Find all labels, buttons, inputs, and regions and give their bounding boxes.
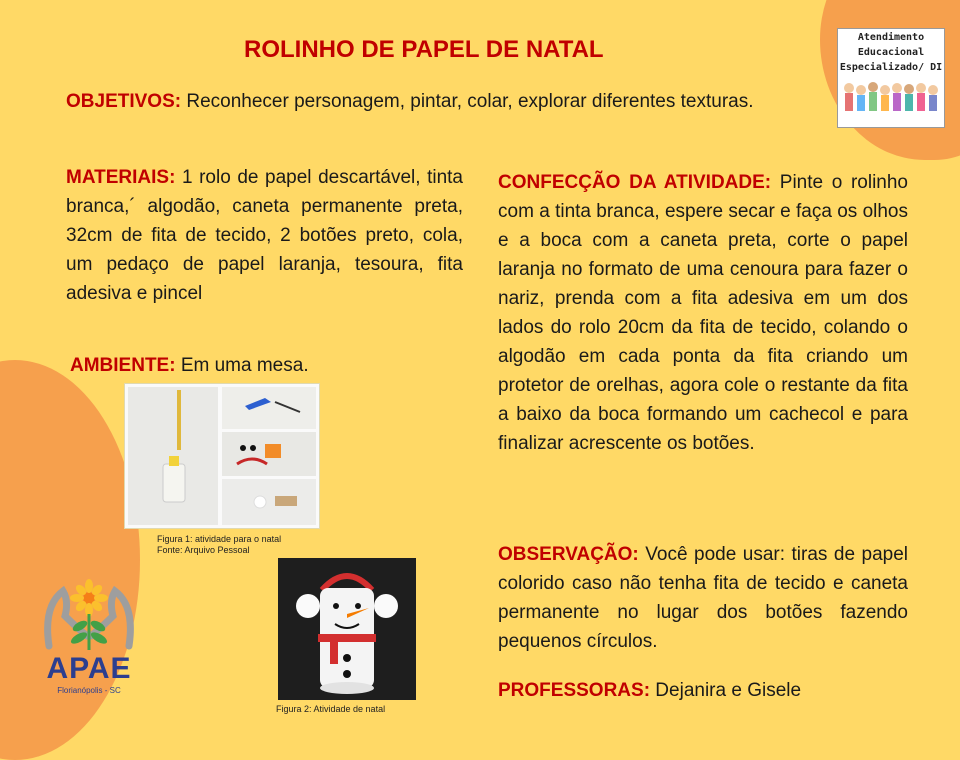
figura2-snowman-photo <box>278 558 416 700</box>
observacao-text: Você pode usar: tiras de papel colorido caso não tenha fita de tecido e caneta permanente no lugar dos botões fazendo pequenos círculos. <box>498 544 908 652</box>
objetivos-section <box>66 87 788 116</box>
apae-hands-flower-icon <box>34 576 144 654</box>
objetivos-label: OBJETIVOS: <box>66 91 182 112</box>
aee-badge <box>837 28 945 128</box>
aee-line3: Especializado/ DI <box>839 62 943 73</box>
confeccao-label: CONFECÇÃO DA ATIVIDADE: <box>498 172 772 193</box>
page-title: ROLINHO DE PAPEL DE NATAL <box>244 36 604 63</box>
materiais-label: MATERIAIS: <box>66 167 176 188</box>
professoras-label: PROFESSORAS: <box>498 680 651 701</box>
ambiente-label: AMBIENTE: <box>70 355 176 376</box>
professoras-section <box>498 676 908 705</box>
children-illustration <box>841 78 941 118</box>
ambiente-text: Em uma mesa. <box>175 355 309 376</box>
aee-line2: Educacional <box>857 47 925 58</box>
apae-logo <box>34 576 144 701</box>
figura2-caption: Figura 2: Atividade de natal <box>276 704 386 714</box>
confeccao-section <box>498 168 908 458</box>
figura1-caption: Figura 1: atividade para o natal <box>157 534 282 544</box>
apae-city: Florianópolis - SC <box>57 686 121 695</box>
objetivos-text: Reconhecer personagem, pintar, colar, explorar diferentes texturas. <box>181 91 754 112</box>
ambiente-section <box>70 351 390 380</box>
professoras-text: Dejanira e Gisele <box>650 680 802 701</box>
figura1-materials-photo <box>124 383 320 529</box>
materiais-text: 1 rolo de papel descartável, tinta branca,´ algodão, caneta permanente preta, 32cm de fita de tecido, 2 botões preto, cola, um pedaço de papel laranja, tesoura, fita adesiva e pincel <box>66 167 463 304</box>
apae-name: APAE <box>46 652 132 685</box>
aee-line1: Atendimento <box>857 32 925 43</box>
figura1-source: Fonte: Arquivo Pessoal <box>157 545 250 555</box>
observacao-section <box>498 540 908 656</box>
materiais-section <box>66 163 463 308</box>
observacao-label: OBSERVAÇÃO: <box>498 544 639 565</box>
confeccao-text: Pinte o rolinho com a tinta branca, espere secar e faça os olhos e a boca com a caneta preta, corte o papel laranja no formato de uma cenoura para fazer o nariz, prenda com a fita adesiva em um dos lados do rolo 20cm da fita de tecido, colando o algodão em cada ponta da fita criando um protetor de orelhas, agora cole o restante da fita a baixo da boca formando um cachecol e para finalizar acrescente os botões. <box>498 172 909 454</box>
